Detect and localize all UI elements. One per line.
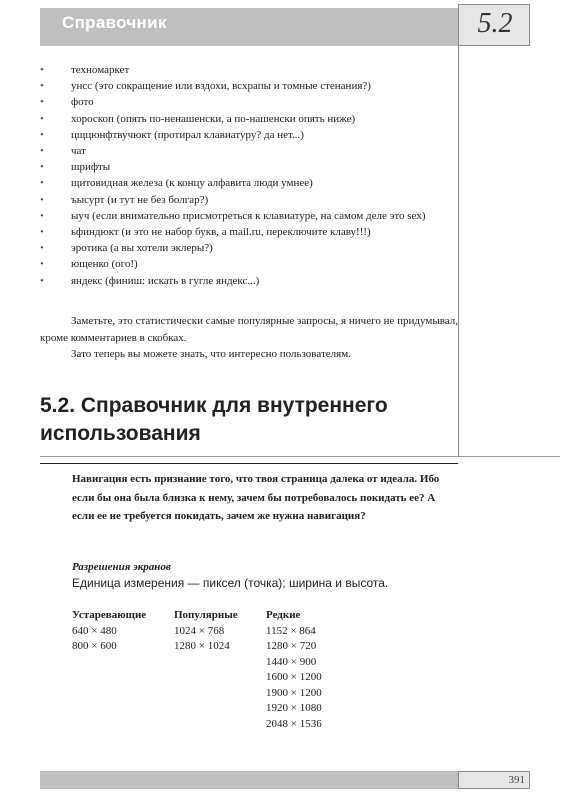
resolution-value: 640 × 480 bbox=[72, 624, 117, 637]
bullet-marker: • bbox=[40, 161, 44, 174]
keyword-list bbox=[40, 62, 458, 289]
resolution-value: 2048 × 1536 bbox=[266, 717, 322, 730]
resolution-column-header: Популярные bbox=[174, 609, 238, 621]
paragraph-note: Заметьте, это статистически самые популярные запросы, я ничего не придумывал, кроме комментариев в скобках. bbox=[40, 315, 458, 344]
resolution-value: 1280 × 1024 bbox=[174, 640, 230, 652]
bullet-marker: • bbox=[40, 96, 44, 109]
list-item-text: техномаркет bbox=[71, 64, 130, 76]
list-item bbox=[40, 224, 458, 240]
bullet-marker: • bbox=[40, 112, 44, 125]
list-item bbox=[40, 159, 458, 175]
list-item bbox=[40, 273, 458, 289]
resolution-value: 1152 × 864 bbox=[266, 624, 316, 637]
section-intro: Навигация есть признание того, что твоя страница далека от идеала. Ибо если бы она была близка к нему, зачем бы потребовалось покидать ее? А если ее не требуется покидать, зачем же нужна навигация? bbox=[72, 473, 440, 522]
list-item bbox=[40, 94, 458, 110]
list-item-text: эротика (а вы хотели эклеры?) bbox=[71, 242, 213, 255]
list-item-text: фото bbox=[71, 96, 94, 109]
list-item-text: хороскоп (опять по-ненашенски, а по-нашенски опять ниже) bbox=[71, 112, 356, 125]
resolution-value: 1900 × 1200 bbox=[266, 686, 322, 699]
page-number: 391 bbox=[508, 774, 525, 786]
chapter-number-box bbox=[458, 4, 530, 46]
list-item bbox=[40, 143, 458, 159]
list-item bbox=[40, 256, 458, 272]
bullet-marker: • bbox=[40, 226, 44, 239]
list-item-text: цщцюнфтвучюкт (протирал клавиатуру? да нет...) bbox=[71, 128, 304, 141]
list-item bbox=[40, 240, 458, 256]
bullet-marker: • bbox=[40, 145, 44, 158]
footer-bar bbox=[40, 771, 458, 789]
list-item-text: ьфиндюкт (и это не набор букв, а mail.ru, переключите клаву!!!) bbox=[71, 226, 371, 239]
bullet-marker: • bbox=[40, 80, 44, 93]
bullet-marker: • bbox=[40, 64, 44, 76]
resolution-value: 1920 × 1080 bbox=[266, 702, 322, 714]
resolution-value: 1024 × 768 bbox=[174, 624, 225, 637]
list-item-text: унсс (это сокращение или вздохи, всхрапы и томные стенания?) bbox=[71, 80, 371, 93]
bullet-marker: • bbox=[40, 209, 44, 222]
section-divider-black bbox=[40, 463, 458, 464]
bullet-marker: • bbox=[40, 274, 44, 287]
section-divider-gray bbox=[40, 456, 560, 457]
margin-vertical-rule bbox=[458, 46, 459, 456]
resolution-column-obsolete bbox=[72, 608, 146, 655]
bullet-marker: • bbox=[40, 193, 44, 206]
resolution-value: 1440 × 900 bbox=[266, 655, 317, 668]
chapter-number: 5.2 bbox=[477, 8, 513, 39]
list-item-text: щитовидная железа (к концу алфавита люди умнее) bbox=[71, 177, 313, 190]
section-heading: 5.2. Справочник для внутреннего использования bbox=[40, 394, 388, 445]
resolution-column-popular bbox=[174, 608, 238, 655]
resolutions-subtitle: Разрешения экранов bbox=[72, 561, 171, 573]
list-item-text: яндекс (финиш: искать в гугле яндекс...) bbox=[71, 274, 260, 287]
bullet-marker: • bbox=[40, 128, 44, 141]
bullet-marker: • bbox=[40, 177, 44, 190]
list-item bbox=[40, 175, 458, 191]
list-item bbox=[40, 208, 458, 224]
list-item-text: ъысурт (и тут не без болгар?) bbox=[71, 193, 209, 206]
running-header-title: Справочник bbox=[62, 13, 167, 32]
list-item-text: шрифты bbox=[71, 161, 111, 174]
resolution-value: 1600 × 1200 bbox=[266, 671, 322, 683]
resolution-value: 1280 × 720 bbox=[266, 640, 317, 652]
list-item-text: ыуч (если внимательно присмотреться к клавиатуре, на самом деле это sex) bbox=[71, 209, 426, 222]
resolution-column-rare bbox=[266, 608, 322, 732]
paragraph-conclusion: Зато теперь вы можете знать, что интересно пользователям. bbox=[71, 348, 351, 360]
resolution-column-header: Редкие bbox=[266, 609, 301, 621]
list-item bbox=[40, 127, 458, 143]
list-item-text: ющенко (ого!) bbox=[71, 258, 138, 271]
resolutions-description: Единица измерения — пиксел (точка); ширина и высота. bbox=[72, 576, 389, 590]
list-item bbox=[40, 192, 458, 208]
list-item-text: чат bbox=[71, 145, 86, 158]
bullet-marker: • bbox=[40, 242, 44, 255]
page-number-box bbox=[458, 771, 530, 789]
bullet-marker: • bbox=[40, 258, 44, 271]
list-item bbox=[40, 111, 458, 127]
list-item bbox=[40, 78, 458, 94]
list-item bbox=[40, 62, 458, 78]
resolution-value: 800 × 600 bbox=[72, 640, 117, 652]
resolution-column-header: Устаревающие bbox=[72, 609, 147, 621]
